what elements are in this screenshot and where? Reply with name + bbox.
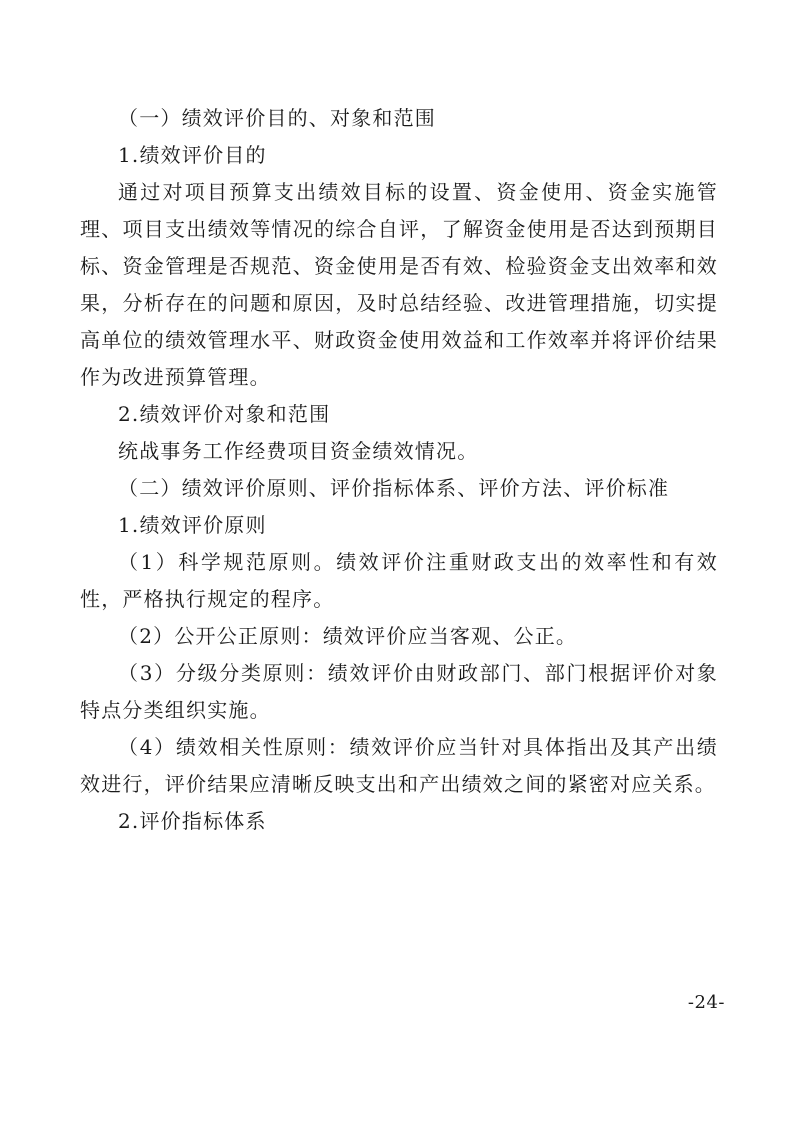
page-number: -24- [687, 992, 725, 1013]
paragraph-principle-2: （2）公开公正原则：绩效评价应当客观、公正。 [118, 624, 578, 648]
paragraph-evaluation-scope: 统战事务工作经费项目资金绩效情况。 [118, 439, 479, 463]
document-body [80, 100, 718, 840]
section-heading-2: （二）绩效评价原则、评价指标体系、评价方法、评价标准 [118, 476, 670, 500]
subheading-evaluation-principles: 1.绩效评价原则 [118, 513, 267, 537]
subheading-evaluation-purpose: 1.绩效评价目的 [118, 143, 267, 167]
subheading-evaluation-scope: 2.绩效评价对象和范围 [118, 402, 331, 426]
section-heading-1: （一）绩效评价目的、对象和范围 [118, 106, 436, 130]
paragraph-principle-4: （4）绩效相关性原则：绩效评价应当针对具体指出及其产出绩效进行，评价结果应清晰反映支出和产出绩效之间的紧密对应关系。 [80, 735, 718, 796]
paragraph-evaluation-purpose: 通过对项目预算支出绩效目标的设置、资金使用、资金实施管理、项目支出绩效等情况的综合自评，了解资金使用是否达到预期目标、资金管理是否规范、资金使用是否有效、检验资金支出效率和效果，分析存在的问题和原因，及时总结经验、改进管理措施，切实提高单位的绩效管理水平、财政资金使用效益和工作效率并将评价结果作为改进预算管理。 [80, 180, 718, 389]
paragraph-principle-1: （1）科学规范原则。绩效评价注重财政支出的效率性和有效性，严格执行规定的程序。 [80, 550, 718, 611]
paragraph-principle-3: （3）分级分类原则：绩效评价由财政部门、部门根据评价对象特点分类组织实施。 [80, 661, 718, 722]
subheading-indicator-system: 2.评价指标体系 [118, 809, 267, 833]
